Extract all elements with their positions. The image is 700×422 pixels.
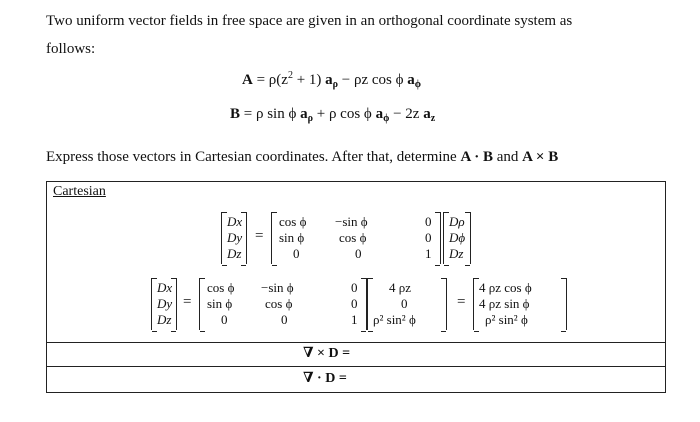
m2-res-0: 4 ρz cos ϕ [479, 280, 532, 295]
m2-lhs-2: Dz [157, 312, 172, 327]
m2-v1: 0 [401, 296, 408, 311]
m1-r00: cos ϕ [279, 214, 307, 229]
equals-sign: = [457, 294, 466, 310]
task-and: and [492, 149, 523, 165]
m2-r01: −sin ϕ [261, 280, 294, 295]
m1-r20: 0 [293, 246, 300, 261]
table-divider [47, 342, 665, 343]
m2-r12: 0 [351, 296, 358, 311]
m2-r10: sin ϕ [207, 296, 233, 311]
m2-lhs-0: Dx [157, 280, 173, 295]
equals-sign: = [183, 294, 192, 310]
eq-a-exponent: 2 [287, 70, 293, 81]
m1-rhs-0: Dρ [449, 214, 465, 229]
eq-b-part: + ρ cos ϕ [312, 106, 376, 122]
m1-lhs-0: Dx [227, 214, 243, 229]
m1-r21: 0 [355, 246, 362, 261]
intro-line-1: Two uniform vector fields in free space are given in an orthogonal coordinate system as [46, 13, 573, 29]
vector-b-symbol: B [230, 106, 241, 122]
dot-product-label: A · B [460, 149, 493, 165]
table-header: Cartesian [53, 184, 106, 199]
m2-r20: 0 [221, 312, 228, 327]
task-body: Express those vectors in Cartesian coordinates. After that, determine [46, 149, 461, 165]
divergence-row: ∇ · D = [303, 371, 347, 386]
m2-v2: ρ² sin² ϕ [373, 312, 416, 327]
unit-vector-a-phi: a [407, 72, 415, 88]
m2-r21: 0 [281, 312, 288, 327]
m1-r02: 0 [425, 214, 432, 229]
unit-sub: ρ [332, 79, 339, 90]
m1-rhs-1: Dϕ [449, 230, 466, 245]
intro-line-2: follows: [46, 41, 96, 57]
cross-product-label: A × B [522, 149, 559, 165]
unit-sub: ρ [307, 113, 313, 124]
curl-row: ∇ × D = [303, 346, 351, 361]
eq-a-part: + 1) [292, 72, 326, 88]
eq-a-part: − ρz cos ϕ [338, 72, 408, 88]
m2-r11: cos ϕ [265, 296, 293, 311]
m1-r10: sin ϕ [279, 230, 305, 245]
m2-lhs-1: Dy [157, 296, 173, 311]
m2-res-1: 4 ρz sin ϕ [479, 296, 530, 311]
eq-a-part: = ρ(z [252, 72, 288, 88]
m1-lhs-2: Dz [227, 246, 242, 261]
m1-r01: −sin ϕ [335, 214, 368, 229]
equation-a [242, 70, 421, 90]
unit-vector-b-z: a [423, 106, 431, 122]
m2-r00: cos ϕ [207, 280, 235, 295]
m1-r22: 1 [425, 246, 432, 261]
unit-vector-b-phi: a [375, 106, 384, 122]
unit-vector-b-rho: a [300, 106, 308, 122]
unit-vector-a-rho: a [325, 72, 333, 88]
m1-rhs-2: Dz [449, 246, 464, 261]
unit-sub: ϕ [414, 79, 422, 90]
m2-v0: 4 ρz [389, 280, 412, 295]
cartesian-table [46, 181, 666, 393]
equation-b [230, 106, 435, 124]
m2-res-2: ρ² sin² ϕ [485, 312, 528, 327]
eq-b-part: − 2z [389, 106, 424, 122]
vector-a-symbol: A [242, 72, 253, 88]
m1-r11: cos ϕ [339, 230, 367, 245]
unit-sub: z [430, 113, 436, 124]
equals-sign: = [255, 228, 264, 244]
table-divider [47, 366, 665, 367]
eq-b-part: = ρ sin ϕ [240, 106, 301, 122]
task-text [46, 148, 558, 166]
m1-lhs-1: Dy [227, 230, 243, 245]
unit-sub: ϕ [383, 113, 390, 124]
m2-r22: 1 [351, 312, 358, 327]
m1-r12: 0 [425, 230, 432, 245]
m2-r02: 0 [351, 280, 358, 295]
